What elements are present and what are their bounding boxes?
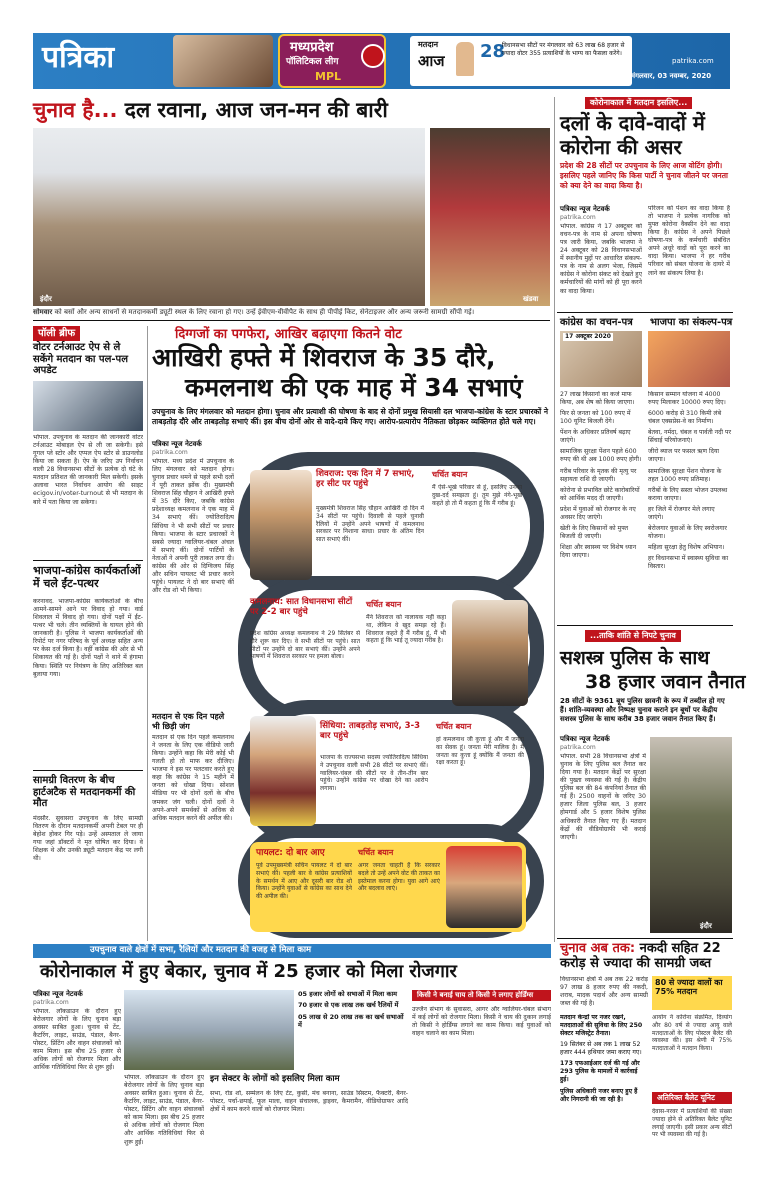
extra-ballot-text: देवास-नरवर में प्रत्याशियों की संख्या ज्यादा होने से अतिरिक्त बैलेट यूनिट लगाई जाएगी। इसी प्रकार अन्य सीटों पर भी व्यवस्था की गई है। — [652, 1108, 732, 1139]
bjp-item: बेरोजगार युवाओं के लिए स्वरोजगार योजना। — [648, 524, 727, 540]
center-subhead: मतदान से एक दिन पहले भी छिड़ी जंग — [152, 712, 225, 732]
seize-headline — [560, 942, 732, 972]
police-kicker: ...ताकि शांति से निपटे चुनाव — [585, 630, 681, 642]
photo-tag-khandwa: खंडवा — [523, 295, 539, 303]
pilot-quote: अगर जनता चाहती है कि सरकार बदले तो उन्हें अपने वोट की ताकत का इस्तेमाल करना होगा। युवा आगे आएं और बदलाव लाएं। — [358, 862, 440, 893]
police-text: भोपाल. सभी 28 विधानसभा क्षेत्रों में चुनाव के लिए पुलिस बल तैनात कर दिया गया है। मतदान केंद्रों पर सुरक्षा की पुख्ता व्यवस्था की गई है। केंद्रीय पुलिस बल की 84 कंपनियां तैनात की गई हैं। 2500 वाहनों के जरिए 30 हजार जिला पुलिस बल, 3 हजार होमगार्ड और 5 हजार विशेष पुलिस अधिकारी तैनात किए गए हैं। मतदान केंद्रों की वीडियोग्राफी भी कराई जाएगी। — [560, 753, 646, 841]
tea-box-text: उज्जैन संभाग के सुवासरा, आगर और ग्वालियर-चंबल संभाग में कई लोगों को रोजगार मिला। किसी ने चाय की दुकान लगाई तो किसी ने होर्डिंग्स लगाने का काम किया। कई युवाओं को वाहन चलाने का काम मिला। — [412, 1006, 551, 1038]
photo-tag-indore: इंदौर — [40, 295, 52, 303]
bjp-item: बेतवा, नर्मदा, चंबल व पार्वती नदी पर सिंचाई परियोजनाएं। — [648, 429, 732, 445]
kamalnath-quote-title: चर्चित बयान — [366, 600, 402, 609]
police-site: patrika.com — [560, 744, 596, 751]
center-right-rule — [554, 97, 555, 942]
right-kicker: कोरोनाकाल में मतदान इसलिए... — [585, 97, 692, 109]
patrika-logo[interactable]: पत्रिका — [42, 40, 115, 75]
bottom-text-2: भोपाल. लॉकडाउन के दौरान हुए बेरोजगार लोगों के लिए चुनाव बड़ा अवसर साबित हुआ। चुनाव से टेंट, कैटरिंग, लाइट, साउंड, पंडाल, बैनर-पोस्टर, प्रिंटिंग और वाहन संचालकों को काम मिला। इस बीच 25 हजार से अधिक लोगों को रोजगार मिला और आर्थिक गतिविधियां फिर से शुरू हुईं। — [124, 1074, 204, 1146]
patrika-site-logo[interactable]: patrika.com — [672, 57, 714, 65]
seize-kicker: चुनाव अब तक: — [560, 941, 636, 956]
top-headline-text: दल रवाना, आज जन-मन की बारी — [117, 98, 388, 122]
congress-vachan-heading: कांग्रेस का वचन-पत्र — [560, 317, 633, 328]
police-headline-2: 38 हजार जवान तैनात — [585, 671, 746, 693]
scindia-quote-title: चर्चित बयान — [436, 722, 472, 731]
voter-app-text: भोपाल. उपचुनाव के मतदान की जानकारी वोटर टर्नआउट मोबाइल ऐप से ली जा सकेगी। इसे गूगल प्ले स्टोर और एप्पल ऐप स्टोर से डाउनलोड किया जा सकता है। ऐप के जरिए उप निर्वाचन वाली 28 विधानसभा सीटों के प्रत्येक दो घंटे के मतदान प्रतिशत की जानकारी मिल सकेगी। इसके अलावा भारत निर्वाचन आयोग की साइट ecigov.in/voter-turnout से भी मतदान के बारे में पता किया जा सकेगा। — [33, 434, 143, 506]
right-col1-text: भोपाल. कांग्रेस ने 17 अक्टूबर को वचन-पत्र के नाम से अपना घोषणा पत्र जारी किया, जबकि भाजपा ने 24 अक्टूबर को 28 विधानसभाओं में स्थानीय मुद्दों पर आधारित संकल्प-पत्र के नाम से अलग भेजा, जिसमें कांग्रेस ने कोरोना संकट को देखते हुए कर्मचारियों की मांगों को ही पूरा करने का वादा किया। — [560, 223, 642, 295]
bjp-list — [648, 391, 732, 621]
congress-item: कोरोना से प्रभावित छोटे कारोबारियों को आर्थिक मदद दी जाएगी। — [560, 486, 640, 502]
bjp-item: किसान सम्मान योजना में 4000 रुपए मिलाकर 10000 रुपए दिए। — [648, 391, 726, 407]
seize-head-text: नकदी सहित 22 करोड़ से ज्यादा की सामग्री जब्त — [560, 941, 721, 971]
seize-item: मतदान केन्द्रों पर नजर रखने, मतदाताओं की सुविधा के लिए 250 सेक्टर मजिस्ट्रेट तैनात। — [560, 1014, 643, 1038]
left-vertical-rule — [147, 326, 148, 941]
left-divider — [33, 320, 550, 321]
indore-poll-photo — [33, 128, 425, 306]
sector-text: सभा, रोड शो, सम्मेलन के लिए टेंट, कुर्सी, मंच बनाना, साउंड सिस्टम, फैक्टरी, बैनर-पोस्टर, पर्चा-छपाई, फूल माला, वाहन संचालक, ड्राइवर, कैमरामैन, वीडियोग्राफर आदि क्षेत्रों में काम करने वालों को रोजगार मिला। — [210, 1090, 408, 1114]
right-site: patrika.com — [560, 214, 596, 221]
dateline: इंदौर, मंगलवार, 03 नवम्बर, 2020 — [614, 72, 712, 80]
congress-item: पेंशन के अधिकार प्रतिवर्ष बढ़ाए जाएंगे। — [560, 429, 631, 445]
seize-item: 19 सितंबर से अब तक 1 लाख 52 हजार 444 हथियार जमा कराए गए। — [560, 1041, 642, 1057]
bjp-item: सामाजिक सुरक्षा पेंशन योजना के तहत 1000 रुपए प्रतिमाह। — [648, 467, 722, 483]
bottom-site: patrika.com — [33, 999, 69, 1006]
date-stamp: 17 अक्टूबर 2020 — [565, 333, 611, 340]
center-kicker: दिग्गजों का पगफेरा, आखिर बढ़ाएगा कितने वोट — [175, 327, 402, 342]
seize-divider — [557, 938, 733, 939]
bjp-item: 6000 करोड़ से 310 किमी लंबे चंबल एक्सप्रेस-वे का निर्माण। — [648, 410, 722, 426]
voter-app-photo — [33, 381, 143, 431]
seize-list — [560, 1014, 648, 1169]
pilot-headline: पायलट: दो बार आए — [256, 848, 325, 858]
seize-item: पुलिस अधिकारी नजर बनाए हुए हैं और निगरानी की जा रही है। — [560, 1087, 638, 1103]
poll-label1: मतदान — [418, 40, 439, 49]
finger-icon — [456, 42, 474, 76]
center-deck: उपचुनाव के लिए मंगलवार को मतदान होगा। चुनाव और प्रत्याशी की घोषणा के बाद से दोनों प्रमुख सियासी दल भाजपा-कांग्रेस के स्टार प्रचारकों ने ताबड़तोड़ दौरे और ताबड़तोड़ सभाएं कीं। इस बीच दोनों ओर से वादे-दावे किए गए। आरोप-प्रत्यारोप नैतिकता छोड़कर व्यक्तिगत होते चले गए। — [152, 407, 548, 427]
banner-line2: पॉलिटिकल लीग — [286, 57, 339, 67]
fact-item: 05 लाख से 20 लाख तक का खर्च सभाओं में — [298, 1012, 404, 1030]
bottom-byline: पत्रिका न्यूज नेटवर्क — [33, 990, 83, 998]
right-headline-2: कोरोना की असर — [560, 135, 682, 159]
right-divider — [557, 312, 733, 313]
kamalnath-text: प्रदेश कांग्रेस अध्यक्ष कमलनाथ ने 29 सितंबर से दौरे शुरू कर दिए। वे सभी सीटों पर पहुंचे। सात सीटों पर उन्होंने दो बार सभाएं कीं। उन्होंने अपने भाषणों में शिवराज सरकार पर हमला बोला। — [250, 630, 360, 661]
poll-label2: आज — [418, 52, 445, 70]
shivraj-headline: शिवराज: एक दिन में 7 सभाएं, हर सीट पर पहुंचे — [316, 469, 415, 489]
congress-item: खेती के लिए किसानों को मुफ्त बिजली दी जाएगी। — [560, 524, 629, 540]
scindia-quote: हां कमलनाथ जी कुत्ता हूं और मैं जनता का सेवक हूं। जनता मेरी मालिक है। मैं जनता का कुत्ता हूं क्योंकि मैं जनता की रक्षा करता हूं। — [436, 736, 524, 767]
congress-item: सामाजिक सुरक्षा पेंशन पहले 600 रुपए की थी अब 1000 रुपए होगी। — [560, 448, 642, 464]
bottom-headline: कोरोनाकाल में हुए बेकार, चुनाव में 25 हजार को मिला रोजगार — [40, 961, 457, 982]
police-headline-1: सशस्त्र पुलिस के साथ — [560, 647, 710, 669]
police-photo-tag: इंदौर — [700, 922, 712, 930]
scindia-text: भाजपा के राज्यसभा सदस्य ज्योतिरादित्य सिंधिया ने उपचुनाव वाली सभी 28 सीटों पर सभाएं कीं। ग्वालियर-चंबल की सीटों पर वे तीन-तीन बार पहुंचे। उन्होंने कांग्रेस पर धोखा देने का आरोप लगाया। — [320, 754, 428, 793]
right-byline: पत्रिका न्यूज नेटवर्क — [560, 205, 610, 213]
left-rule-1 — [33, 560, 143, 561]
fact-item: 70 हजार से एक लाख तक खर्च रैलियों में — [298, 1001, 399, 1010]
top-headline — [33, 98, 388, 122]
police-divider — [557, 625, 733, 626]
clash-headline: भाजपा-कांग्रेस कार्यकर्ताओं में चले ईंट-पत्थर — [33, 564, 141, 590]
seats-text: विधानसभा सीटों पर मंगलवार को 63 लाख 68 हजार से ज्यादा वोटर 355 प्रत्याशियों के भाग्य का फैसला करेंगे। — [502, 42, 625, 58]
bottom-text: भोपाल. लॉकडाउन के दौरान हुए बेरोजगार लोगों के लिए चुनाव बड़ा अवसर साबित हुआ। चुनाव से टेंट, कैटरिंग, लाइट, साउंड, पंडाल, बैनर-पोस्टर, प्रिंटिंग और वाहन संचालकों को काम मिला। इस बीच 25 हजार से अधिक लोगों को रोजगार मिला और आर्थिक गतिविधियां फिर से शुरू हुईं। — [33, 1008, 121, 1072]
police-photo — [650, 737, 732, 933]
police-byline: पत्रिका न्यूज नेटवर्क — [560, 735, 610, 743]
bjp-item: हर जिले में रोजगार मेले लगाए जाएंगे। — [648, 505, 715, 521]
extra-ballot-head: अतिरिक्त बैलेट यूनिट — [652, 1092, 732, 1104]
bjp-item: हर विधानसभा में स्वास्थ्य सुविधा का विस्तार। — [648, 555, 729, 571]
center-body-text: भोपाल. मध्य प्रदेश में उपचुनाव के लिए मंगलवार को मतदान होगा। चुनाव प्रचार थमने से पहले सभी दलों ने पूरी ताकत झोंक दी। मुख्यमंत्री शिवराज सिंह चौहान ने आखिरी हफ्ते में 35 दौरे किए, जबकि कांग्रेस प्रदेशाध्यक्ष कमलनाथ ने एक माह में 34 सभाएं कीं। ज्योतिरादित्य सिंधिया ने भी सभी सीटों पर प्रचार किया। भाजपा के स्टार प्रचारकों ने सबसे ज्यादा ग्वालियर-चंबल अंचल में सभाएं कीं। दोनों पार्टियों के नेताओं ने अपनी पूरी ताकत लगा दी। कांग्रेस की ओर से दिग्विजय सिंह और सचिन पायलट भी प्रचार करने पहुंचे। पायलट ने दो बार सभाएं कीं और रोड शो भी किया। — [152, 458, 234, 594]
banner-line3: MPL — [315, 70, 342, 83]
pilot-photo — [446, 846, 522, 928]
congress-item: गरीब परिवार के मृतक की मृत्यु पर सहायता राशि दी जाएगी। — [560, 467, 637, 483]
scindia-headline: सिंधिया: ताबड़तोड़ सभाएं, 3-3 बार पहुंचे — [320, 721, 421, 741]
center-site: patrika.com — [152, 449, 188, 456]
shivraj-text: मुख्यमंत्री शिवराज सिंह चौहान आखिरी दो दिन में 34 सीटों पर पहुंचे। दिवाली से पहले चुनावी रैलियों में उन्होंने अपने भाषणों में कमलनाथ सरकार पर निशाना साधा। प्रचार के अंतिम दिन सात सभाएं कीं। — [316, 505, 424, 544]
leaders-photo — [173, 35, 273, 87]
congress-item: प्रदेश में युवाओं को रोजगार के नए अवसर दिए जाएंगे। — [560, 505, 636, 521]
elderly-vote-head: 80 से ज्यादा वालों का 75% मतदान — [655, 978, 723, 997]
congress-list — [560, 391, 644, 621]
bjp-item: जीरो ब्याज पर फसल ऋण दिया जाएगा। — [648, 448, 720, 464]
heart-attack-headline: सामग्री वितरण के बीच हार्टअटैक से मतदानकर्मी की मौत — [33, 775, 136, 809]
kamalnath-headline: कमलनाथ: सात विधानसभा सीटों पर 2-2 बार पहुंचे — [250, 597, 353, 617]
pilot-text: पूर्व उपमुख्यमंत्री सचिन पायलट ने दो बार सभाएं कीं। पहली बार वे कांग्रेस प्रत्याशियों के समर्थन में आए और दूसरी बार रोड शो किया। उन्होंने युवाओं से कांग्रेस का साथ देने की अपील की। — [256, 862, 352, 901]
shivraj-quote: मैं ऐसे-भूखे परिवार से हूं, इसलिए उनका दुख-दर्द समझता हूं। तुम मुझे नंगे-भूखे कहते हो तो मैं कहता हूं कि मैं गरीब हूं। — [432, 484, 522, 507]
seats-number: 28 — [480, 41, 506, 62]
scindia-photo — [250, 716, 316, 826]
police-deck: 28 सीटों के 9361 बूथ पुलिस छावनी के रूप में तब्दील हो गए हैं। शांति-व्यवस्था और निष्पक्ष चुनाव कराने इन बूथों पर केंद्रीय सशस्त्र पुलिस के साथ करीब 38 हजार जवान तैनात किए हैं। — [560, 697, 725, 724]
shivraj-quote-title: चर्चित बयान — [432, 470, 468, 479]
seize-item: 173 एफआईआर दर्ज की गई और 293 पुलिस के मामलों में कार्रवाई हुई। — [560, 1060, 640, 1084]
heart-attack-text: मंदसौर. सुवासरा उपचुनाव के लिए सामग्री वितरण के दौरान मतदानकर्मी अपनी टेबल पर ही बेहोश होकर गिर पड़े। उन्हें अस्पताल ले जाया गया जहां डॉक्टरों ने मृत घोषित कर दिया। वे शिक्षक थे और उनकी ड्यूटी मतदान केंद्र पर लगी थी। — [33, 815, 143, 863]
tent-photo — [124, 990, 294, 1070]
poly-brief-tag: पॉली ब्रीफ — [33, 326, 80, 341]
seize-text: विधानसभा क्षेत्रों में अब तक 22 करोड़ 97 लाख 8 हजार रुपए की नकदी, शराब, मादक पदार्थ और अन्य सामग्री जब्त की गई है। — [560, 976, 648, 1008]
bjp-manifesto-photo — [648, 331, 730, 387]
tea-box-head: किसी ने बनाई चाय तो किसी ने लगाए होर्डिंग्स — [412, 990, 551, 1001]
bjp-item: गरीबों के लिए सस्ता भोजन उपलब्ध कराया जाएगा। — [648, 486, 728, 502]
center-byline: पत्रिका न्यूज नेटवर्क — [152, 440, 202, 448]
clash-text: करनावद. भाजपा-कांग्रेस कार्यकर्ताओं के बीच आमने-सामने आने पर विवाद हो गया। वार्ड शिवलाल में विवाद हो गया। दोनों पक्षों में ईंट-पत्थर भी चले। तीन व्यक्तियों के घायल होने की जानकारी है। पुलिस ने भाजपा कार्यकर्ताओं की रिपोर्ट पर नगर परिषद के पूर्व अध्यक्ष सहित अन्य पर केस दर्ज किया है। वहीं कांग्रेस की ओर से भी शिकायत की गई है। दोनों पक्षों ने थाने में हंगामा किया। स्थिति पर नियंत्रण के लिए अतिरिक्त बल बुलाया गया। — [33, 598, 143, 678]
top-headline-kicker: चुनाव है... — [33, 98, 118, 122]
bottom-band-text: उपचुनाव वाले क्षेत्रों में सभा, रैलियों और मतदान की वजह से मिला काम — [90, 945, 312, 955]
sector-subhead: इन सेक्टर के लोगों को इसलिए मिला काम — [210, 1074, 340, 1084]
center-body2-text: मतदान से एक दिन पहले कमलनाथ ने जनता के लिए एक वीडियो जारी किया। उन्होंने कहा कि मेरी कोई भी गलती हो तो माफ कर दीजिए। भाजपा ने इस पर पलटवार करते हुए कहा कि कांग्रेस ने 15 महीने में जनता को धोखा दिया। सोशल मीडिया पर भी दोनों दलों के बीच जमकर जंग चली। दोनों दलों ने अपने-अपने समर्थकों से अधिक से अधिक मतदान करने की अपील की। — [152, 734, 234, 822]
caption-bold: सोमवार — [33, 308, 53, 316]
caption-text: को बसों और अन्य साधनों से मतदानकर्मी ड्यूटी स्थल के लिए रवाना हो गए। उन्हें ईवीएम-वीवीपैट के साथ ही पीपीई किट, सेनेटाइजर और अन्य जरूरी सामग्री सौंपी गई। — [52, 308, 475, 316]
top-photo-caption — [33, 308, 550, 317]
shivraj-photo — [250, 470, 312, 580]
congress-item: शिक्षा और स्वास्थ्य पर विशेष ध्यान दिया जाएगा। — [560, 544, 637, 560]
khandwa-photo — [430, 128, 550, 306]
banner-line1: मध्यप्रदेश — [290, 40, 334, 55]
voter-app-headline: वोटर टर्नआउट ऐप से ले सकेंगे मतदान का पल-पल अपडेट — [33, 342, 128, 376]
fact-item: 05 हजार लोगों को सभाओं में मिला काम — [298, 990, 398, 998]
left-rule-2 — [33, 770, 143, 771]
congress-item: फिर से जनता को 100 रुपए में 100 यूनिट बिजली देंगे। — [560, 410, 631, 426]
fact-list — [298, 990, 408, 1033]
kamalnath-quote: मैंने शिवराज को नालायक नहीं कहा था, लेकिन वे खुद समझ रहे हैं। शिवराज कहते हैं मैं गरीब हूं, मैं भी कहता हूं कि भाई तू ज्यादा गरीब है। — [366, 614, 446, 645]
right-headline-1: दलों के दावे-वादों में — [560, 111, 705, 135]
elderly-vote-text: आयोग ने कोरोना संक्रमित, दिव्यांग और 80 वर्ष से ज्यादा आयु वाले मतदाताओं के लिए पोस्टल बैलेट की व्यवस्था की। इस श्रेणी में 75% मतदाताओं ने मतदान किया। — [652, 1014, 732, 1053]
right-deck: प्रदेश की 28 सीटों पर उपचुनाव के लिए आज वोटिंग होगी। इसलिए पहले जानिए कि किस पार्टी ने चुनाव जीतने पर जनता को क्या देने का वादा किया है। — [560, 161, 728, 190]
kamalnath-photo — [452, 600, 528, 706]
bjp-sankalp-heading: भाजपा का संकल्प-पत्र — [650, 317, 733, 328]
bjp-item: महिला सुरक्षा हेतु विशेष अभियान। — [648, 544, 725, 551]
mpl-emblem-icon — [361, 44, 385, 68]
center-headline-1: आखिरी हफ्ते में शिवराज के 35 दौरे, — [152, 343, 496, 372]
right-col2-text: परिजन को पेंशन का वादा किया है तो भाजपा ने प्रत्येक नागरिक को मुफ्त कोरोना वैक्सीन देने का वादा किया है। कांग्रेस ने अपने पिछले घोषणा-पत्र के कर्मचारी संबंधित अपने अधूरे वादों को पूरा करने का वादा किया। भाजपा ने हर गरीब परिवार को संबल योजना के दायरे में लाने का संकल्प लिया है। — [648, 205, 730, 277]
pilot-quote-title: चर्चित बयान — [358, 848, 394, 857]
center-headline-2: कमलनाथ की एक माह में 34 सभाएं — [185, 373, 523, 402]
congress-item: 27 लाख किसानों का कर्ज माफ किया, अब शेष को किया जाएगा। — [560, 391, 635, 407]
